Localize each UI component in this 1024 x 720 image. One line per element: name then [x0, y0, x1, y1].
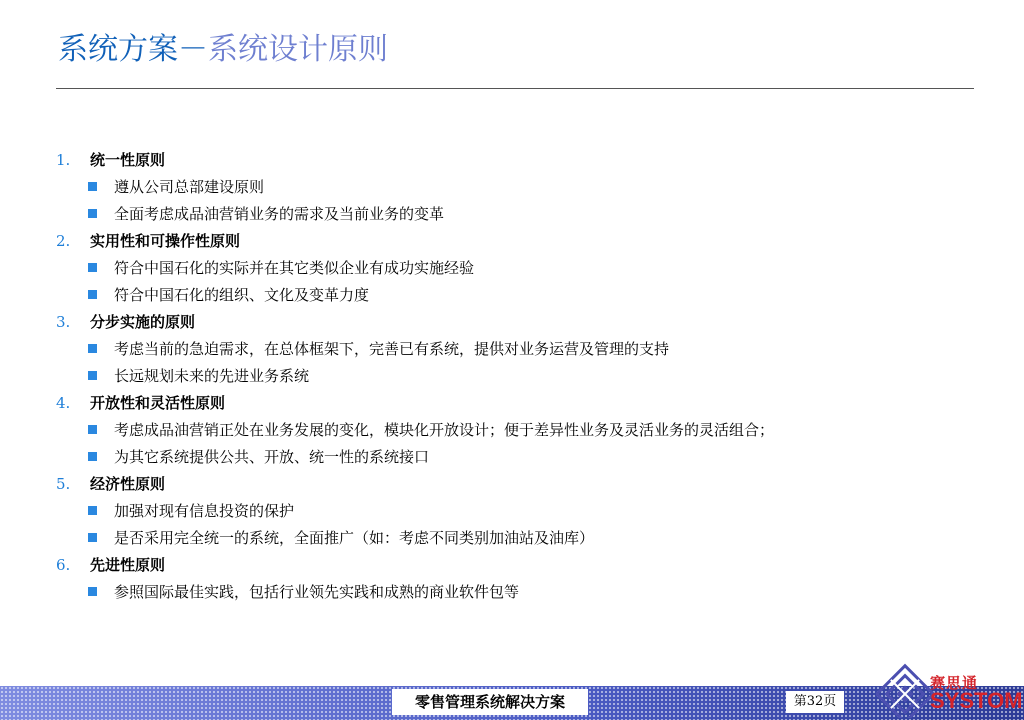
title-sub: 系统设计原则: [208, 32, 388, 67]
principle-bullet: [56, 498, 986, 525]
principle-bullet: [56, 255, 986, 282]
logo-chinese-name: 赛思通: [930, 674, 979, 692]
title-divider: [56, 88, 974, 89]
slide-title: [58, 28, 388, 72]
principle-heading: [56, 552, 986, 579]
footer-presentation-title: 零售管理系统解决方案: [392, 689, 588, 715]
title-main: 系统方案: [58, 32, 178, 67]
title-dash: －: [178, 32, 208, 67]
bullet-text: 符合中国石化的实际并在其它类似企业有成功实施经验: [114, 259, 475, 277]
bullet-text: 长远规划未来的先进业务系统: [114, 367, 310, 385]
square-bullet-icon: [88, 533, 97, 542]
principle-bullet: [56, 417, 986, 444]
square-bullet-icon: [88, 182, 97, 191]
principle-bullet: [56, 282, 986, 309]
logo-english-name: SYSTOM: [930, 688, 1023, 713]
bullet-text: 是否采用完全统一的系统，全面推广（如：考虑不同类别加油站及油库）: [114, 529, 595, 547]
bullet-text: 参照国际最佳实践，包括行业领先实践和成熟的商业软件包等: [114, 583, 520, 601]
square-bullet-icon: [88, 425, 97, 434]
principle-heading: [56, 147, 986, 174]
square-bullet-icon: [88, 263, 97, 272]
principle-number: 5.: [56, 475, 71, 493]
bullet-text: 遵从公司总部建设原则: [114, 178, 265, 196]
principle-bullet: [56, 336, 986, 363]
principle-number: 2.: [56, 232, 71, 250]
principle-title: 经济性原则: [90, 475, 166, 493]
square-bullet-icon: [88, 506, 97, 515]
principle-title: 开放性和灵活性原则: [90, 394, 226, 412]
principle-bullet: [56, 174, 986, 201]
square-bullet-icon: [88, 344, 97, 353]
principle-title: 统一性原则: [90, 151, 166, 169]
principle-heading: [56, 390, 986, 417]
square-bullet-icon: [88, 209, 97, 218]
principle-number: 1.: [56, 151, 71, 169]
principle-title: 实用性和可操作性原则: [90, 232, 241, 250]
square-bullet-icon: [88, 452, 97, 461]
square-bullet-icon: [88, 371, 97, 380]
principle-bullet: [56, 525, 986, 552]
square-bullet-icon: [88, 290, 97, 299]
principle-number: 3.: [56, 313, 71, 331]
bullet-text: 考虑成品油营销正处在业务发展的变化，模块化开放设计；便于差异性业务及灵活业务的灵活组合；: [114, 421, 775, 439]
principle-bullet: [56, 444, 986, 471]
bullet-text: 加强对现有信息投资的保护: [114, 502, 295, 520]
principle-bullet: [56, 363, 986, 390]
principle-title: 先进性原则: [90, 556, 166, 574]
bullet-text: 为其它系统提供公共、开放、统一性的系统接口: [114, 448, 430, 466]
principle-bullet: [56, 201, 986, 228]
principle-bullet: [56, 579, 986, 606]
page-number: 第32页: [786, 691, 844, 713]
bullet-text: 考虑当前的急迫需求，在总体框架下，完善已有系统，提供对业务运营及管理的支持: [114, 340, 670, 358]
principle-number: 6.: [56, 556, 71, 574]
bullet-text: 符合中国石化的组织、文化及变革力度: [114, 286, 370, 304]
principle-heading: [56, 471, 986, 498]
principle-heading: [56, 228, 986, 255]
principle-number: 4.: [56, 394, 71, 412]
principle-heading: [56, 309, 986, 336]
bullet-text: 全面考虑成品油营销业务的需求及当前业务的变革: [114, 205, 445, 223]
principle-title: 分步实施的原则: [90, 313, 196, 331]
principles-list: [56, 147, 986, 606]
square-bullet-icon: [88, 587, 97, 596]
